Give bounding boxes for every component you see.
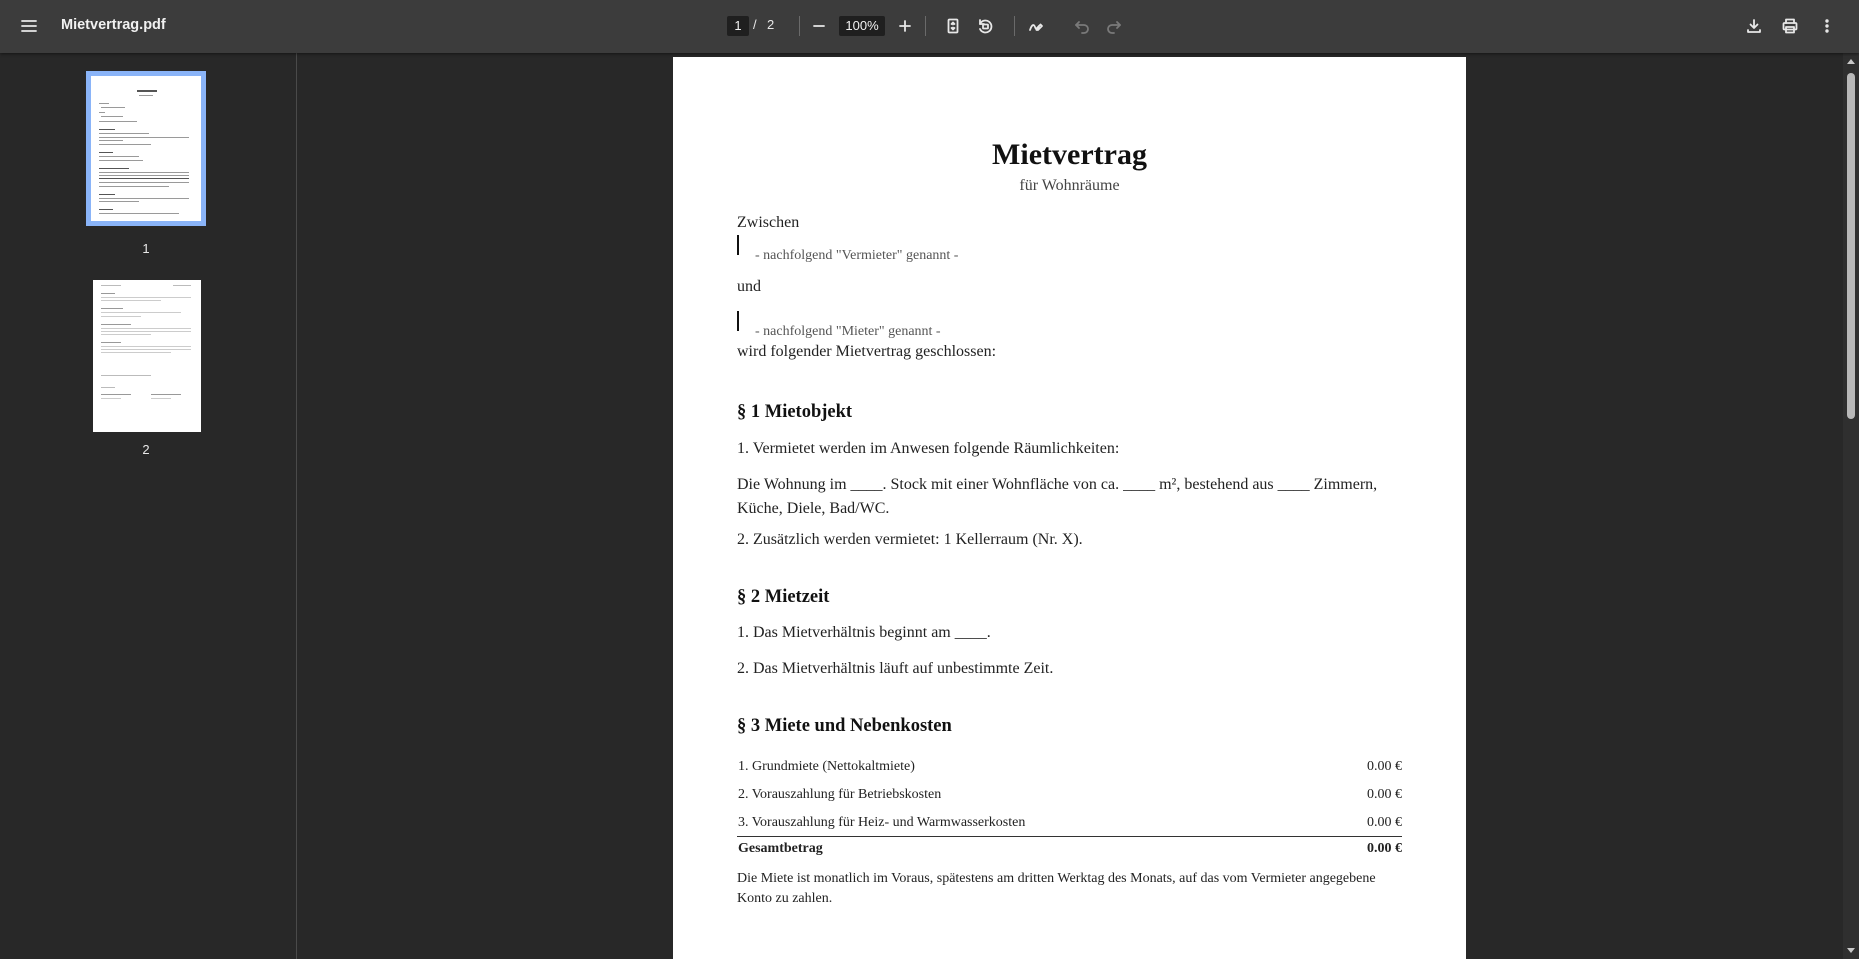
thumbnail-line bbox=[101, 308, 123, 309]
page-separator: / bbox=[753, 17, 757, 32]
thumbnail-line bbox=[99, 121, 137, 122]
toolbar-divider bbox=[1014, 16, 1015, 36]
thumbnail-line bbox=[99, 103, 109, 104]
thumbnail-sidebar bbox=[0, 53, 297, 959]
landlord-hint: - nachfolgend "Vermieter" genannt - bbox=[755, 248, 959, 263]
download-icon[interactable] bbox=[1738, 10, 1770, 42]
thumbnail-line bbox=[99, 133, 149, 134]
thumbnail-line bbox=[101, 328, 191, 329]
thumbnail-line bbox=[99, 156, 139, 157]
pdf-toolbar bbox=[0, 0, 1859, 53]
thumbnail-line bbox=[99, 213, 179, 214]
thumbnail-line bbox=[101, 312, 181, 313]
sum-divider bbox=[737, 836, 1402, 837]
cost-row-label: 1. Grundmiete (Nettokaltmiete) bbox=[738, 759, 915, 774]
thumbnail-line bbox=[101, 293, 115, 294]
thumbnail-line bbox=[101, 107, 125, 108]
zoom-out-button[interactable] bbox=[803, 10, 835, 42]
thumbnail-line bbox=[99, 172, 189, 173]
thumbnail-line bbox=[101, 334, 151, 335]
section-2-paragraph-2: 2. Das Mietverhältnis läuft auf unbestimmte Zeit. bbox=[737, 660, 1054, 677]
document-viewer[interactable] bbox=[298, 53, 1843, 959]
cost-row-value: 0.00 € bbox=[1367, 787, 1402, 802]
thumbnail-line bbox=[101, 331, 191, 332]
more-options-icon[interactable] bbox=[1811, 10, 1843, 42]
total-label: Gesamtbetrag bbox=[738, 841, 823, 856]
thumbnail-line bbox=[99, 198, 189, 199]
annotate-pen-icon[interactable] bbox=[1020, 10, 1052, 42]
cost-row-value: 0.00 € bbox=[1367, 759, 1402, 774]
thumbnail-line bbox=[101, 349, 191, 350]
thumbnail-line bbox=[101, 352, 171, 353]
total-value: 0.00 € bbox=[1367, 841, 1402, 856]
tenant-text-field[interactable] bbox=[737, 311, 739, 331]
rotate-icon[interactable] bbox=[969, 10, 1001, 42]
thumbnail-line bbox=[99, 168, 129, 169]
thumbnail-line bbox=[99, 140, 123, 141]
landlord-text-field[interactable] bbox=[737, 235, 739, 255]
thumbnail-line bbox=[99, 194, 115, 195]
section-1-heading: § 1 Mietobjekt bbox=[737, 402, 853, 422]
section-2-heading: § 2 Mietzeit bbox=[737, 587, 830, 607]
print-icon[interactable] bbox=[1774, 10, 1806, 42]
thumbnail-line bbox=[99, 178, 189, 179]
tenant-hint: - nachfolgend "Mieter" genannt - bbox=[755, 324, 941, 339]
thumbnail-line bbox=[99, 160, 143, 161]
vertical-scrollbar[interactable] bbox=[1843, 53, 1859, 959]
thumbnail-line bbox=[99, 182, 189, 183]
cost-row-label: 2. Vorauszahlung für Betriebskosten bbox=[738, 787, 942, 802]
toolbar-divider bbox=[799, 16, 800, 36]
thumbnail-label-1: 1 bbox=[142, 241, 150, 256]
section-1-paragraph-2: Die Wohnung im ____. Stock mit einer Wohnfläche von ca. ____ m², bestehend aus ____ Zimmern, Küche, Diele, Bad/WC. bbox=[737, 476, 1378, 517]
section-3-heading: § 3 Miete und Nebenkosten bbox=[737, 716, 952, 736]
zoom-level-input[interactable]: 100% bbox=[839, 16, 885, 36]
thumbnail-line bbox=[99, 201, 139, 202]
document-heading: Mietvertrag bbox=[992, 138, 1147, 171]
thumbnail-line bbox=[137, 90, 157, 92]
page-thumbnail-1[interactable] bbox=[91, 76, 201, 221]
thumbnail-line bbox=[99, 209, 113, 210]
cost-row bbox=[737, 787, 1402, 807]
cost-row-value: 0.00 € bbox=[1367, 815, 1402, 830]
thumbnail-line bbox=[139, 95, 153, 96]
and-label: und bbox=[737, 278, 761, 295]
thumbnail-line bbox=[173, 285, 191, 286]
total-row bbox=[737, 841, 1402, 861]
thumbnail-line bbox=[101, 300, 161, 301]
thumbnail-line bbox=[101, 346, 191, 347]
thumbnail-line bbox=[99, 152, 113, 153]
thumbnail-line bbox=[101, 387, 115, 388]
thumbnail-line bbox=[99, 186, 169, 187]
thumbnail-line bbox=[99, 144, 151, 145]
thumbnail-line bbox=[99, 175, 189, 176]
cost-row bbox=[737, 815, 1402, 835]
thumbnail-label-2: 2 bbox=[142, 442, 150, 457]
zoom-in-button[interactable] bbox=[889, 10, 921, 42]
scroll-up-icon[interactable] bbox=[1847, 59, 1855, 64]
payment-note: Die Miete ist monatlich im Voraus, spätestens am dritten Werktag des Monats, auf das vom Vermieter angegebene Konto zu zahlen. bbox=[737, 871, 1376, 906]
document-title: Mietvertrag.pdf bbox=[61, 17, 166, 33]
thumbnail-line bbox=[101, 398, 121, 399]
contract-intro: wird folgender Mietvertrag geschlossen: bbox=[737, 343, 997, 360]
section-1-paragraph-3: 2. Zusätzlich werden vermietet: 1 Kellerraum (Nr. X). bbox=[737, 531, 1083, 548]
page-number-input[interactable]: 1 bbox=[727, 16, 749, 36]
fit-page-icon[interactable] bbox=[937, 10, 969, 42]
cost-row-label: 3. Vorauszahlung für Heiz- und Warmwasserkosten bbox=[738, 815, 1026, 830]
thumbnail-line bbox=[151, 394, 181, 395]
thumbnail-line bbox=[99, 129, 115, 130]
pdf-page-1 bbox=[673, 57, 1466, 959]
thumbnail-line bbox=[99, 112, 105, 113]
toolbar-divider bbox=[925, 16, 926, 36]
menu-icon[interactable] bbox=[13, 10, 45, 42]
between-label: Zwischen bbox=[737, 214, 800, 231]
cost-row bbox=[737, 759, 1402, 779]
thumbnail-line bbox=[99, 137, 189, 138]
thumbnail-line bbox=[101, 316, 141, 317]
total-pages: 2 bbox=[767, 17, 775, 32]
document-subtitle: für Wohnräume bbox=[1019, 177, 1120, 194]
section-1-paragraph-1: 1. Vermietet werden im Anwesen folgende Räumlichkeiten: bbox=[737, 440, 1120, 457]
thumbnail-line bbox=[101, 342, 121, 343]
section-2-paragraph-1: 1. Das Mietverhältnis beginnt am ____. bbox=[737, 624, 991, 641]
thumbnail-line bbox=[101, 297, 191, 298]
undo-icon[interactable] bbox=[1066, 10, 1098, 42]
scroll-thumb[interactable] bbox=[1847, 73, 1855, 419]
page-thumbnail-2[interactable] bbox=[93, 280, 201, 432]
thumbnail-line bbox=[101, 394, 131, 395]
thumbnail-line bbox=[101, 324, 131, 325]
thumbnail-line bbox=[101, 375, 151, 376]
scroll-down-icon[interactable] bbox=[1847, 948, 1855, 953]
thumbnail-line bbox=[101, 116, 123, 117]
redo-icon[interactable] bbox=[1098, 10, 1130, 42]
thumbnail-line bbox=[101, 285, 121, 286]
thumbnail-line bbox=[151, 398, 171, 399]
